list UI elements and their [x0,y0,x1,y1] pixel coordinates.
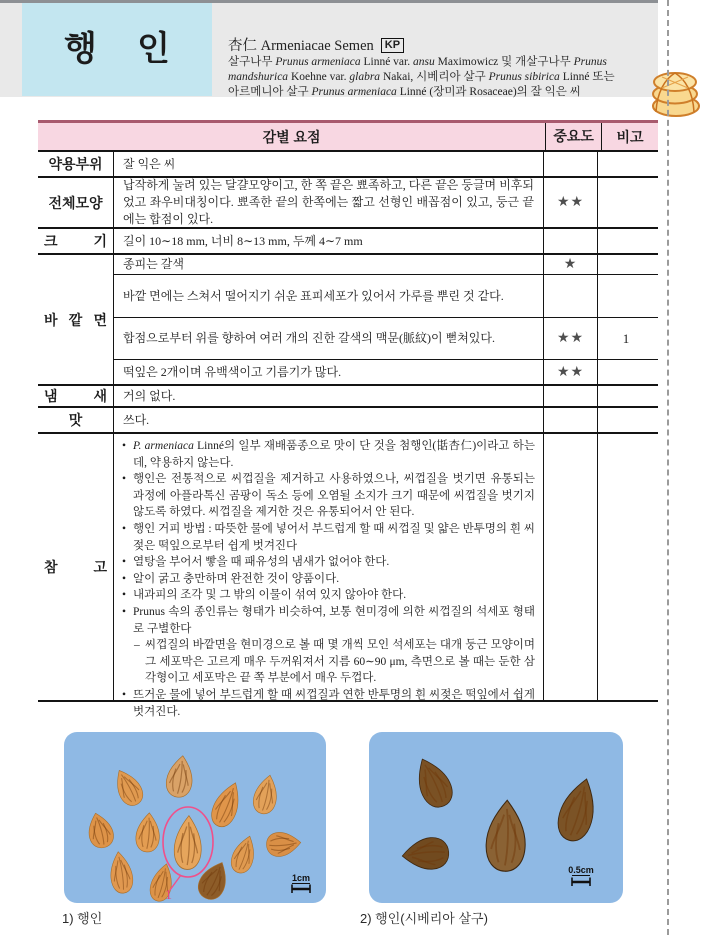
note-bullet: • 알이 굵고 충만하며 완전한 것이 양품이다. [122,572,340,585]
row-label: 크 기 [38,229,114,253]
row-text: 바깥 면에는 스쳐서 떨어지기 쉬운 표피세포가 있어서 가루를 뿌린 것 같다. [123,288,504,303]
note-value [598,386,654,406]
importance-stars: ★★ [543,360,598,384]
scale-bar-1cm [292,873,310,893]
row-label: 바 깥 면 [38,255,114,384]
note-value [598,255,654,274]
annotation-number: 1 [165,888,172,903]
note-bullet: • 뜨거운 물에 넣어 부드럽게 할 때 씨껍질과 연한 반투명의 흰 씨젖은 떡잎에서 쉽게 벗겨진다. [122,688,535,718]
figure-caption-2: 2) 행인(시베리아 살구) [360,911,488,926]
note-bullet: • 내과피의 조각 및 그 밖의 이물이 섞여 있지 않아야 한다. [122,589,407,602]
row-text: 납작하게 눌려 있는 달걀모양이고, 한 쪽 끝은 뾰족하고, 다른 끝은 둥글며 비후되었고 좌우비대칭이다. 뾰족한 끝의 한쪽에는 짧고 선형인 배꼽점이 있고, 둥근 끝에는 합점이 있다. [123,178,534,226]
straw-bundle-icon [648,64,702,126]
source-description-line: mandshurica Koehne var. glabra Nakai, 시베리아 살구 Prunus sibirica Linné 또는 [228,71,615,83]
row-text: 길이 10∼18 mm, 너비 8∼13 mm, 두께 4∼7 mm [123,233,363,248]
kernel-photo-2 [369,732,623,903]
table-row-taste [38,408,658,434]
importance-stars [543,386,598,406]
importance-stars [543,275,598,317]
photo-apricot-kernels [64,732,326,908]
table-row-part [38,152,658,178]
note-value [598,275,654,317]
note-bullet: • Prunus 속의 종인류는 형태가 비슷하여, 보통 현미경에 의한 씨껍질의 석세포 형태로 구별한다 [122,605,535,635]
note-value [598,178,654,227]
note-bullet: • 행인은 전통적으로 씨껍질을 제거하고 사용하였으나, 씨껍질을 벗기면 유통되는 과정에 아플라톡신 곰팡이 독소 등에 오염될 소지가 크기 때문에 씨껍질을 벗기지않도록 하였다. 씨껍질을 제거한 것은 유통되어서 안 된다. [122,473,535,519]
note-value: 1 [622,330,630,346]
table-row-reference [38,434,658,718]
page-title: 행 인 [22,3,212,96]
photo-siberian-apricot-kernels [369,732,623,908]
importance-stars: ★★ [543,318,598,359]
row-label: 참 고 [38,434,114,700]
scale-bar-05cm [568,865,594,886]
row-text: 떡잎은 2개이며 유백색이고 기름기가 많다. [123,364,342,379]
note-value [598,229,654,253]
row-label: 냄 새 [38,386,114,406]
importance-stars: ★ [543,255,598,274]
table-subrow [114,360,658,384]
table-subrow [114,255,658,275]
kp-badge: KP [381,38,404,53]
row-label: 전체모양 [38,178,114,227]
table-row-odor [38,386,658,408]
column-header-importance: 중요도 [545,123,602,150]
row-text: 종피는 갈색 [123,257,184,271]
importance-stars [543,434,598,700]
note-bullet: • 열탕을 부어서 빻을 때 패유성의 냄새가 없어야 한다. [122,556,390,569]
page-fold-dashed-line [667,0,669,935]
scientific-title: 杏仁 Armeniacae Semen [228,38,374,54]
row-text: 합점으로부터 위를 향하여 여러 개의 진한 갈색의 맥문(脈紋)이 뻗쳐있다. [123,331,495,345]
note-value [598,152,654,176]
note-value [598,408,654,432]
table-row-surface-group [38,255,658,386]
reference-notes-cell [114,434,543,718]
importance-stars [543,408,598,432]
figure-caption-1: 1) 행인 [62,911,103,926]
table-header-row [38,120,658,152]
note-bullet: – 씨껍질의 바깥면을 현미경으로 볼 때 몇 개씩 모인 석세포는 대개 둥근 모양이며 그 세포막은 고르게 매우 두꺼워져서 지름 60∼90 μm, 측면으로 볼 때는 둔한 삼각형이고 세포막은 끝 쪽 부분에서 매우 두껍다. [134,639,535,685]
row-label: 약용부위 [38,152,114,176]
identification-table [38,120,658,718]
note-value [598,360,654,384]
source-description-line: 아르메니아 살구 Prunus armeniaca Linné (장미과 Rosaceae)의 잘 익은 씨 [228,86,581,98]
surface-subrows [114,255,658,384]
kernel-photo-1 [64,732,326,903]
column-header-note: 비고 [616,128,644,145]
source-description-line: 살구나무 Prunus armeniaca Linné var. ansu Maximowicz 및 개살구나무 Prunus [228,56,607,68]
importance-stars [543,152,598,176]
table-subrow [114,275,658,318]
scale-label: 1cm [291,873,311,883]
row-text: 잘 익은 씨 [123,156,176,171]
monograph-header [228,37,660,100]
reference-bullet-list [122,438,535,720]
note-bullet: • 행인 거피 방법 : 따뜻한 물에 넣어서 부드럽게 할 때 씨껍질 및 얇은 반투명의 흰 씨젖은 떡잎으로부터 쉽게 벗겨진다 [122,522,535,552]
table-row-shape [38,178,658,229]
table-subrow [114,318,658,360]
row-text: 거의 없다. [123,388,176,403]
column-header-main: 감별 요점 [262,128,321,145]
note-value [598,434,654,700]
note-bullet: • P. armeniaca Linné의 일부 재배품종으로 맛이 단 것을 첨행인(甛杏仁)이라고 하는데, 약용하지 않는다. [122,440,535,469]
importance-stars [543,229,598,253]
row-label: 맛 [38,408,114,432]
row-text: 쓰다. [123,412,150,427]
table-row-size [38,229,658,255]
scientific-title-line [228,37,660,55]
importance-stars: ★★ [543,178,598,227]
scale-label: 0.5cm [568,865,594,875]
